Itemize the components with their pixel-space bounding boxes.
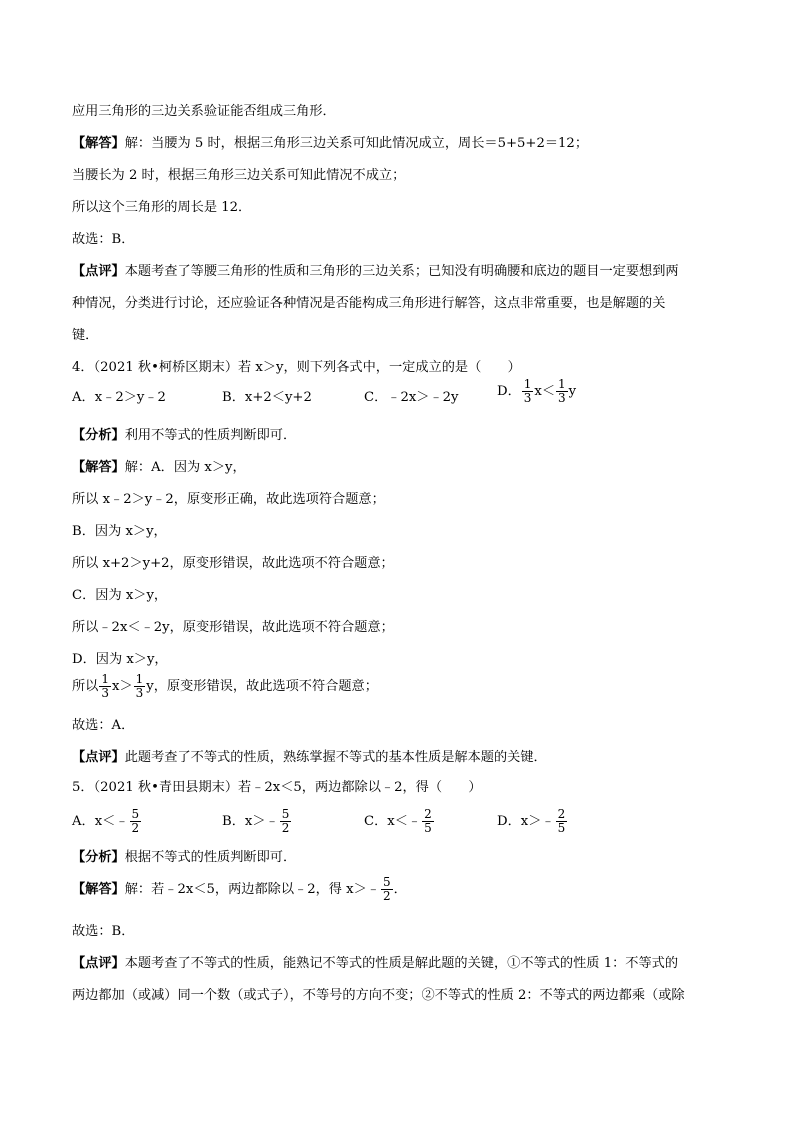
- q5-option-b: B．x＞﹣ $\frac{5}{2}$: [222, 807, 290, 835]
- text-line: 所以﹣2x＜﹣2y，原变形错误，故此选项不符合题意；: [72, 620, 394, 635]
- analysis-tag: 【分析】: [72, 428, 125, 443]
- text-line: 键．: [72, 328, 99, 343]
- fraction: $\frac{2}{5}$: [424, 807, 432, 835]
- q4-option-c: C．﹣2x＞﹣2y: [364, 390, 459, 405]
- fraction: $\frac{1}{3}$: [101, 672, 110, 700]
- answer-line: 【解答】解：若﹣2x＜5，两边都除以﹣2，得 x＞﹣ $\frac{5}{2}$ ．: [72, 875, 407, 903]
- q5-option-a: A．x＜﹣ $\frac{5}{2}$: [72, 807, 140, 835]
- comment-text: 本题考查了等腰三角形的性质和三角形的三边关系；已知没有明确腰和底边的题目一定要想到两: [124, 264, 679, 279]
- fraction: $\frac{5}{2}$: [383, 875, 391, 903]
- comment-line: [72, 262, 679, 282]
- analysis-tag: 【分析】: [72, 850, 125, 865]
- q5-option-d: D．x＞﹣ $\frac{2}{5}$: [497, 807, 566, 835]
- text-line: 所以 x﹣2＞y﹣2，原变形正确，故此选项符合题意；: [72, 492, 385, 507]
- choice-result: 故选：A．: [72, 718, 135, 733]
- text-line: 种情况，分类进行讨论，还应验证各种情况是否能构成三角形进行解答，这点非常重要，也是解题的关: [72, 296, 666, 311]
- answer-tag: 【解答】: [72, 136, 125, 151]
- choice-result: 故选：B．: [72, 232, 135, 247]
- text-line: 应用三角形的三边关系验证能否组成三角形．: [72, 104, 336, 119]
- answer-text: 解：当腰为 5 时，根据三角形三边关系可知此情况成立，周长＝5+5+2＝12；: [124, 136, 589, 151]
- answer-line: [72, 134, 588, 154]
- answer-tag: 【解答】: [72, 882, 125, 897]
- fraction: $\frac{1}{3}$: [558, 377, 566, 405]
- fraction: $\frac{2}{5}$: [557, 807, 566, 835]
- answer-tag: 【解答】: [72, 460, 125, 475]
- text-line: 当腰长为 2 时，根据三角形三边关系可知此情况不成立；: [72, 168, 406, 183]
- q5-option-c: C．x＜﹣ $\frac{2}{5}$: [364, 807, 432, 835]
- fraction: $\frac{1}{3}$: [523, 377, 532, 405]
- q4-option-d: D． $\frac{1}{3}$ x＜ $\frac{1}{3}$ y: [497, 377, 577, 405]
- q4-option-a: A．x﹣2＞y﹣2: [72, 390, 166, 405]
- text-line-with-fraction: 所以 $\frac{1}{3}$ x＞ $\frac{1}{3}$ y，原变形错误，故此选项不符合题意；: [72, 672, 378, 700]
- text-line: 两边都加（或减）同一个数（或式子），不等号的方向不变；②不等式的性质 2：不等式的两边都乘（或除: [72, 988, 685, 1003]
- comment-tag: 【点评】: [72, 264, 125, 279]
- choice-result: 故选：B．: [72, 924, 135, 939]
- text-line: B．因为 x＞y，: [72, 524, 167, 539]
- comment-tag: 【点评】: [72, 956, 125, 971]
- q4-option-b: B．x+2＜y+2: [222, 390, 312, 405]
- fraction: $\frac{1}{3}$: [135, 672, 144, 700]
- text-line: C．因为 x＞y，: [72, 588, 168, 603]
- comment-line: 【点评】此题考查了不等式的性质，熟练掌握不等式的基本性质是解本题的关键．: [72, 750, 547, 765]
- comment-tag: 【点评】: [72, 750, 125, 765]
- answer-line: 【解答】解：A．因为 x＞y，: [72, 460, 246, 475]
- comment-line: 【点评】本题考查了不等式的性质，能熟记不等式的性质是解此题的关键，①不等式的性质 1：不等式的: [72, 956, 679, 971]
- text-line: D．因为 x＞y，: [72, 652, 168, 667]
- text-line: 所以 x+2＞y+2，原变形错误，故此选项不符合题意；: [72, 556, 394, 571]
- question-5: 5．（2021 秋•青田县期末）若﹣2x＜5，两边都除以﹣2，得（ ）: [72, 780, 482, 795]
- analysis-line: 【分析】利用不等式的性质判断即可．: [72, 428, 297, 443]
- question-4: 4．（2021 秋•柯桥区期末）若 x＞y，则下列各式中，一定成立的是（ ）: [72, 360, 521, 375]
- fraction: $\frac{5}{2}$: [281, 807, 290, 835]
- text-line: 所以这个三角形的周长是 12．: [72, 200, 252, 215]
- fraction: $\frac{5}{2}$: [131, 807, 140, 835]
- analysis-line: 【分析】根据不等式的性质判断即可．: [72, 850, 297, 865]
